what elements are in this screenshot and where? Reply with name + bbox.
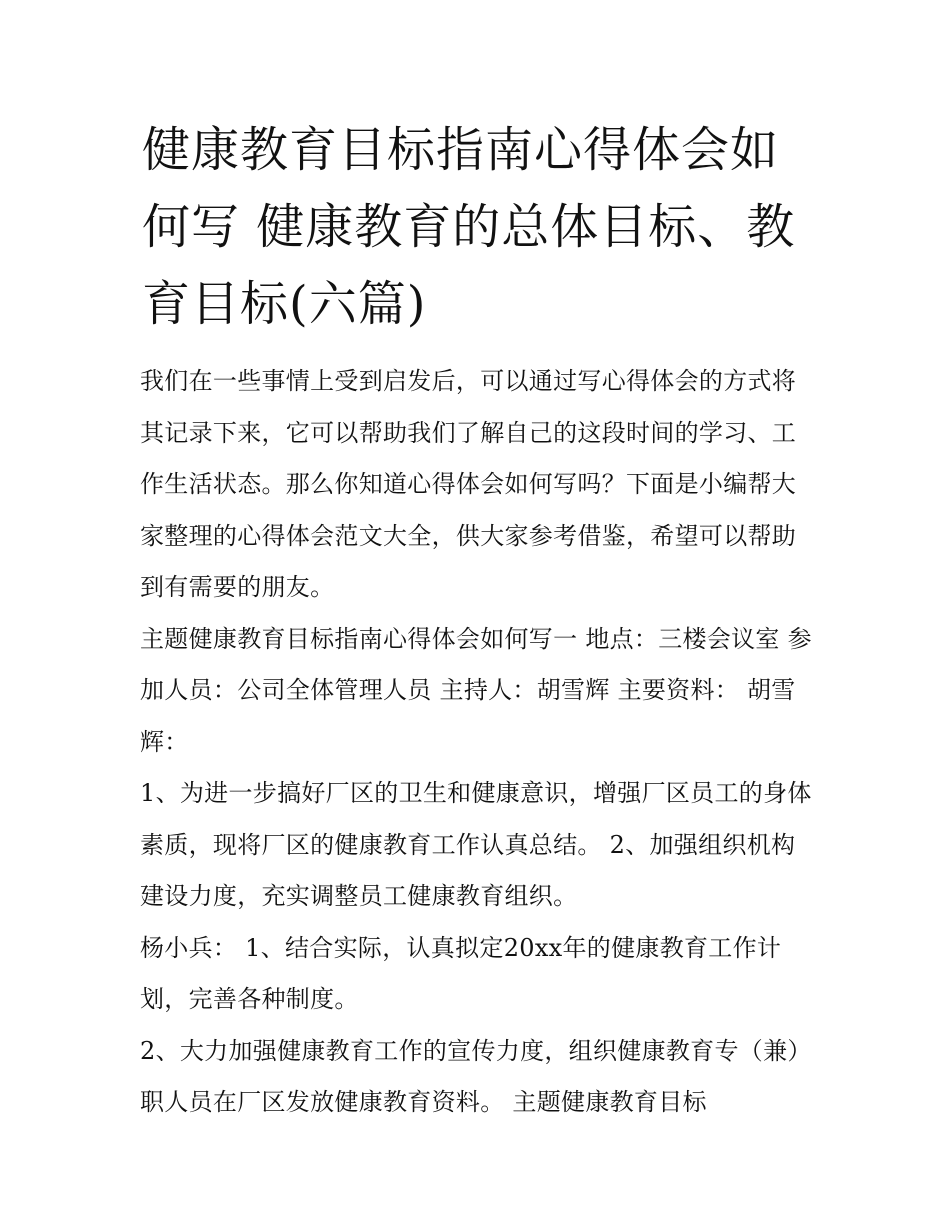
paragraph-intro: 我们在一些事情上受到启发后，可以通过写心得体会的方式将其记录下来，它可以帮助我们了解自己的这段时间的学习、工作生活状态。那么你知道心得体会如何写吗？下面是小编帮大家整理的心得体会范文大全，供大家参考借鉴，希望可以帮助到有需要的朋友。 bbox=[140, 367, 797, 601]
document-body bbox=[140, 356, 815, 1129]
paragraph-yang-xiaobing: 杨小兵： 1、结合实际，认真拟定20xx年的健康教育工作计划，完善各种制度。 bbox=[140, 933, 782, 1013]
document-title: 健康教育目标指南心得体会如何写 健康教育的总体目标、教育目标(六篇) bbox=[142, 122, 796, 332]
paragraph-item-1: 1、为进一步搞好厂区的卫生和健康意识，增强厂区员工的身体素质，现将厂区的健康教育工作认真总结。 2、加强组织机构建设力度，充实调整员工健康教育组织。 bbox=[140, 779, 812, 910]
paragraph-meeting-info: 主题健康教育目标指南心得体会如何写一 地点：三楼会议室 参加人员：公司全体管理人员 主持人：胡雪辉 主要资料： 胡雪辉： bbox=[140, 624, 812, 756]
paragraph-item-2: 2、大力加强健康教育工作的宣传力度，组织健康教育专（兼）职人员在厂区发放健康教育资料。 主题健康教育目标 bbox=[140, 1036, 812, 1116]
